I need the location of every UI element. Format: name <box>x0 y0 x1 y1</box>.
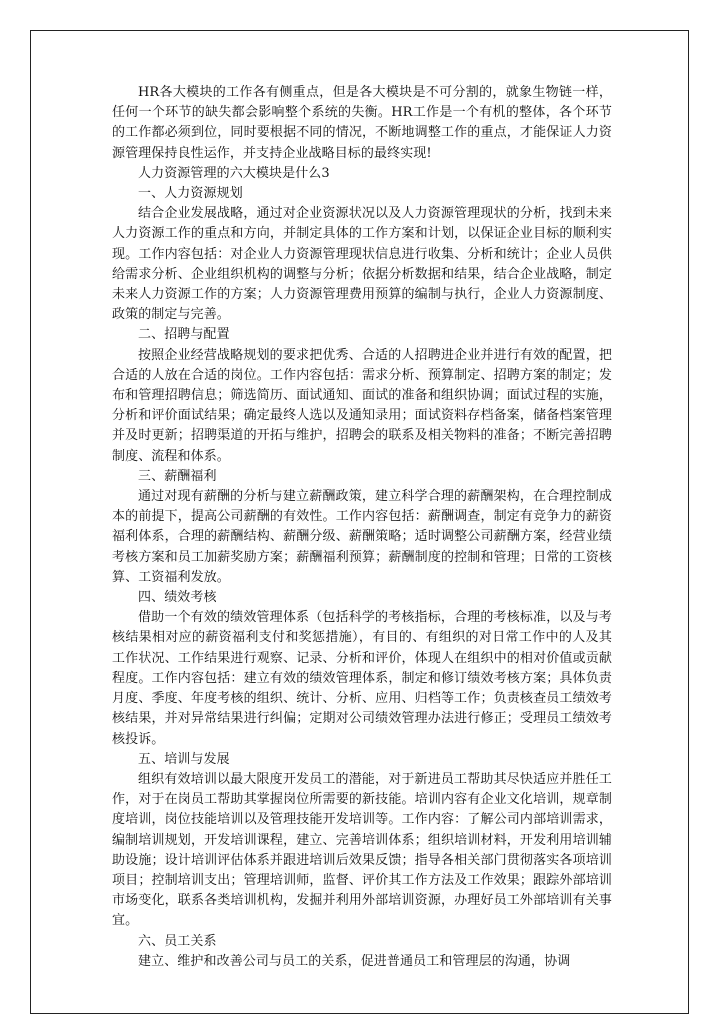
section-heading-2: 二、招聘与配置 <box>138 327 230 343</box>
section-body-1: 结合企业发展战略，通过对企业资源状况以及人力资源管理现状的分析，找到未来人力资源工作的重点和方向，并制定具体的工作方案和计划，以保证企业目标的顺利实现。工作内容包括：对企业人力资源管理现状信息进行收集、分析和统计；企业人员供给需求分析、企业组织机构的调整与分析；依据分析数据和结果，结合企业战略，制定未来人力资源工作的方案；人力资源管理费用预算的编制与执行，企业人力资源制度、政策的制定与完善。 <box>112 206 612 323</box>
intro-paragraph: HR各大模块的工作各有侧重点，但是各大模块是不可分割的，就象生物链一样，任何一个环节的缺失都会影响整个系统的失衡。HR工作是一个有机的整体，各个环节的工作都必须到位，同时要根据不同的情况，不断地调整工作的重点，才能保证人力资源管理保持良性运作，并支持企业战略目标的最终实现! <box>112 85 612 161</box>
section-heading-1: 一、人力资源规划 <box>138 186 243 202</box>
section-body-4: 借助一个有效的绩效管理体系（包括科学的考核指标，合理的考核标准，以及与考核结果相对应的薪资福利支付和奖惩措施），有目的、有组织的对日常工作中的人及其工作状况、工作结果进行观察、记录、分析和评价，体现人在组织中的相对价值或贡献程度。工作内容包括：建立有效的绩效管理体系，制定和修订绩效考核方案；具体负责月度、季度、年度考核的组织、统计、分析、应用、归档等工作；负责核查员工绩效考核结果，并对异常结果进行纠偏；定期对公司绩效管理办法进行修正；受理员工绩效考核投诉。 <box>112 610 612 747</box>
section-heading-4: 四、绩效考核 <box>138 590 217 606</box>
section-body-6: 建立、维护和改善公司与员工的关系，促进普通员工和管理层的沟通，协调 <box>138 953 571 969</box>
section-body-5: 组织有效培训以最大限度开发员工的潜能，对于新进员工帮助其尽快适应并胜任工作，对于在岗员工帮助其掌握岗位所需要的新技能。培训内容有企业文化培训，规章制度培训，岗位技能培训以及管理技能开发培训等。工作内容：了解公司内部培训需求，编制培训规划，开发培训课程，建立、完善培训体系；组织培训材料，开发利用培训辅助设施；设计培训评估体系并跟进培训后效果反馈；指导各相关部门贯彻落实各项培训项目；控制培训支出；管理培训师，监督、评价其工作方法及工作效果；跟踪外部培训市场变化，联系各类培训机构，发掘并利用外部培训资源，办理好员工外部培训有关事宜。 <box>112 771 612 929</box>
section-heading-3: 三、薪酬福利 <box>138 468 217 484</box>
section-body-3: 通过对现有薪酬的分析与建立薪酬政策，建立科学合理的薪酬架构，在合理控制成本的前提下，提高公司薪酬的有效性。工作内容包括：薪酬调查，制定有竞争力的薪资福利体系，合理的薪酬结构、薪酬分级、薪酬策略；适时调整公司薪酬方案，经营业绩考核方案和员工加薪奖励方案；薪酬福利预算；薪酬制度的控制和管理；日常的工资核算、工资福利发放。 <box>112 489 612 585</box>
document-body <box>112 83 612 972</box>
section-body-2: 按照企业经营战略规划的要求把优秀、合适的人招聘进企业并进行有效的配置，把合适的人放在合适的岗位。工作内容包括：需求分析、预算制定、招聘方案的制定；发布和管理招聘信息；筛选简历、面试通知、面试的准备和组织协调；面试过程的实施，分析和评价面试结果；确定最终人选以及通知录用；面试资料存档备案，储备档案管理并及时更新；招聘渠道的开拓与维护，招聘会的联系及相关物料的准备；不断完善招聘制度、流程和体系。 <box>112 347 612 464</box>
document-title: 人力资源管理的六大模块是什么3 <box>138 165 330 181</box>
section-heading-5: 五、培训与发展 <box>138 751 230 767</box>
section-heading-6: 六、员工关系 <box>138 933 217 949</box>
